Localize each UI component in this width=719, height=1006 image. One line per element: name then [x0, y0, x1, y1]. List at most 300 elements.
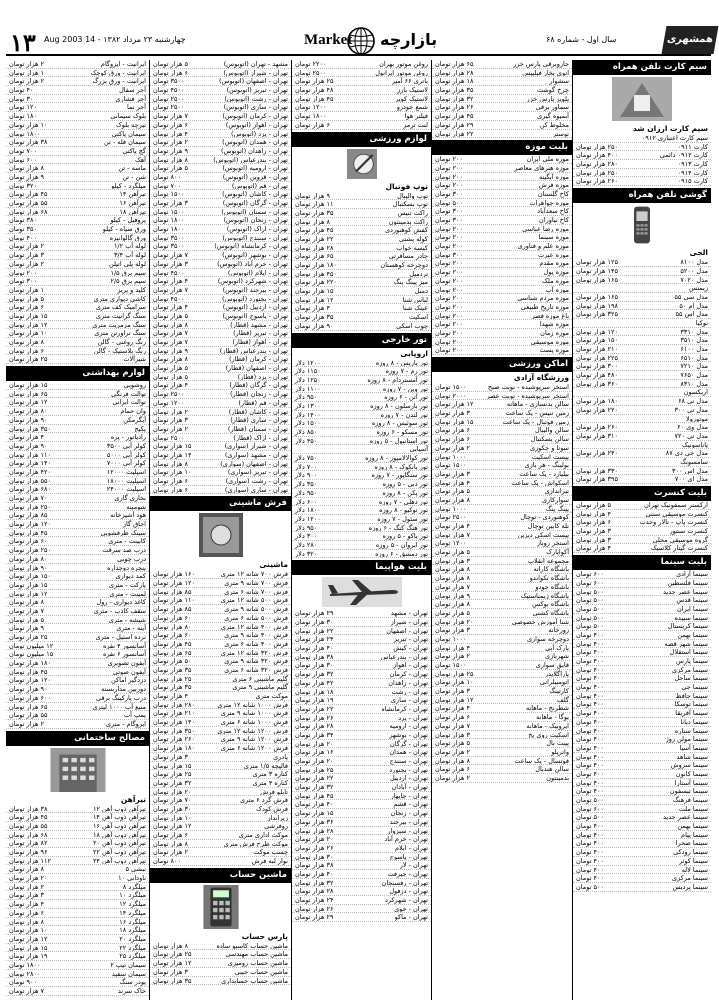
price-row [6, 407, 149, 416]
price-row [573, 475, 711, 484]
item-price: ۱۵۰ هزار تومان [576, 336, 618, 345]
item-price: ۱۱۲ هزار تومان [9, 856, 51, 865]
price-row [432, 722, 572, 731]
item-price: ۳۵ هزار تومان [295, 313, 334, 322]
item-price: ۳۰ هزار تومان [295, 618, 334, 626]
item-price: ۳ هزار تومان [153, 259, 188, 268]
price-row [6, 251, 149, 260]
item-name: سینما شهر قصه [664, 639, 708, 648]
price-row [6, 857, 149, 866]
price-row [6, 581, 149, 590]
price-row [292, 644, 431, 653]
item-name: تیرچه بلوک [115, 120, 146, 129]
item-name: مدل سی ۵۵ [674, 292, 708, 301]
price-row [432, 346, 572, 355]
item-price: ۶۰ هزار تومان [9, 537, 48, 546]
price-row [150, 130, 291, 139]
price-row [432, 618, 572, 627]
item-price: ۳۲۵ هزار تومان [576, 310, 618, 319]
item-name: تابلو فرش [260, 787, 288, 796]
item-price: ۲۸ هزار تومان [295, 722, 334, 731]
item-price: ۲ هزار تومان [153, 138, 188, 147]
item-name: تهران - شیراز (سواری) [224, 442, 288, 450]
item-price: ۲۰ هزار تومان [153, 787, 192, 796]
item-price: ۳ هزار تومان [153, 752, 188, 761]
price-section [573, 555, 711, 891]
item-price: ۵ هزار تومان [435, 739, 470, 748]
price-row [6, 711, 149, 720]
item-price: ۱۵۰ هزار تومان [9, 572, 51, 581]
price-row [432, 583, 572, 592]
item-name: سنگ گرانیت متری [95, 311, 146, 320]
price-row [150, 701, 291, 710]
price-row [573, 727, 711, 736]
price-row [432, 251, 572, 260]
item-name: تهران - اراک (قطار) [233, 433, 288, 442]
price-row [573, 536, 711, 545]
item-name: کولر آبی ۷۰۰۰ [106, 459, 146, 467]
price-row [6, 822, 149, 831]
price-row [150, 399, 291, 408]
price-row [432, 103, 572, 112]
price-row [432, 731, 572, 740]
item-name: ایروبیک - ماهانه [526, 721, 569, 730]
price-row [292, 393, 431, 402]
item-name: سینما بهمن [677, 822, 708, 830]
item-name: سینما مرکزی [671, 874, 708, 882]
item-price: ۴ هزار تومان [9, 900, 44, 909]
item-name: اسکیت روی یخ [528, 730, 569, 739]
item-name: تهران - زنجان [390, 809, 428, 817]
item-price: ۶۰۰ دلار [295, 497, 318, 506]
item-price: ۲۶ هزار تومان [435, 103, 474, 112]
price-row [6, 442, 149, 451]
price-row [292, 411, 431, 420]
item-price: ۲۰۰ تومان [435, 302, 463, 311]
price-row [573, 874, 711, 883]
item-price: ۱۲ هزار تومان [9, 589, 48, 598]
item-name: کارت ۰۹۱۲ دائمی [659, 151, 708, 160]
price-row [292, 722, 431, 731]
item-price: ۲۵۰۰ تومان [295, 68, 327, 77]
item-name: تهران - یزد (اتوبوس) [231, 129, 288, 138]
price-row [292, 226, 431, 235]
item-price: ۸ هزار تومان [9, 865, 44, 874]
item-name: سیم برق ۱/۵ [110, 268, 146, 277]
item-name: درب ضد سرقت [102, 546, 146, 554]
item-name: موزه مردم شناسی [517, 294, 569, 302]
price-row [573, 735, 711, 744]
item-price: ۴۰۰ تومان [576, 665, 604, 674]
item-name: روغن موتور ایرانول [375, 68, 428, 77]
item-name: فرش ۳۲۰ شانه ۹ متری [224, 657, 288, 665]
item-name: سینما کوثر [678, 856, 708, 865]
item-price: ۵ هزار تومان [153, 364, 188, 373]
item-price: ۴۰ هزار تومان [295, 644, 334, 653]
item-name: میلگرد ۱۲ [119, 900, 146, 908]
item-name: تهران - ایلام [395, 843, 428, 852]
price-row [150, 840, 291, 849]
item-name: دزدگیر اماکن [111, 676, 146, 685]
item-name: تهران - ساری (قطار) [230, 416, 288, 424]
item-price: ۳ هزار تومان [153, 199, 188, 207]
item-name: تهران - سنندج [389, 757, 428, 765]
item-price: ۱۵ هزار تومان [9, 311, 48, 320]
item-price: ۱۸۰ هزار تومان [295, 261, 337, 269]
item-name: پادری [273, 752, 288, 761]
price-row [292, 121, 431, 130]
item-name: تهران - مشهد (سواری) [224, 450, 288, 459]
item-name: استخر سرپوشیده - نوبت عصر [486, 391, 569, 400]
price-row [6, 451, 149, 460]
price-column-c3 [292, 60, 432, 1000]
item-name: لاستیک بارز [396, 86, 428, 94]
item-price: ۴ هزار تومان [153, 277, 188, 286]
item-price: ۱۲۰۰ تومان [153, 398, 185, 407]
item-name: میلگرد ۱۰ [119, 891, 146, 900]
item-price: ۱۵ هزار تومان [295, 287, 334, 296]
item-name: تهران - شیراز [390, 618, 428, 626]
price-row [573, 683, 711, 692]
price-row [292, 653, 431, 662]
price-row [292, 376, 431, 385]
item-name: تور وین - ۷ روزه [382, 384, 428, 393]
item-name: تهران - اردبیل (اتوبوس) [222, 303, 288, 311]
item-price: ۳۴ هزار تومان [295, 730, 334, 739]
item-name: درب پارکینگ برقی [96, 693, 146, 702]
price-row [150, 649, 291, 658]
item-price: ۱ هزار تومان [9, 285, 44, 294]
item-name: تهران - یزد [398, 713, 428, 722]
item-price: ۴۲۰ هزار تومان [9, 467, 51, 476]
price-row [573, 406, 711, 415]
price-row [432, 513, 572, 522]
item-price: ۲۲ هزار تومان [295, 234, 334, 243]
price-row [432, 644, 572, 653]
price-row [292, 515, 431, 524]
item-name: پودر سنگ [119, 978, 146, 986]
price-row [6, 900, 149, 909]
item-price: ۷ هزار تومان [153, 112, 188, 121]
item-name: آیفون تصویری [107, 659, 146, 667]
item-name: شمع خودرو [396, 103, 428, 112]
price-row [6, 987, 149, 996]
price-row [6, 555, 149, 564]
price-row [150, 762, 291, 771]
price-row [573, 813, 711, 822]
price-row [292, 524, 431, 533]
item-price: ۳۵ هزار تومان [295, 208, 334, 217]
price-row [432, 69, 572, 78]
item-price: ۲ هزار تومان [153, 848, 188, 857]
price-row [573, 605, 711, 614]
item-price: ۶۰۰ تومان [576, 804, 604, 813]
price-row [6, 260, 149, 269]
item-price: ۲۵۰۰ تومان [153, 433, 185, 442]
price-row [6, 848, 149, 857]
price-row [150, 103, 291, 112]
price-section [6, 60, 149, 364]
item-name: زورخانه [548, 626, 569, 634]
item-name: مدل جی دی ۸۷ [665, 449, 708, 457]
price-row [292, 454, 431, 463]
price-section [292, 132, 431, 331]
item-name: تهران - اصفهان (قطار) [225, 364, 288, 372]
item-price: ۳۸ هزار تومان [295, 652, 334, 661]
price-row [292, 200, 431, 209]
item-price: ۶ هزار تومان [153, 831, 188, 839]
item-name: پروفیل - کیلو [110, 216, 146, 225]
item-name: تهران - خوی [394, 904, 428, 913]
price-row [6, 416, 149, 425]
price-row [150, 579, 291, 588]
item-name: پاراگلایدر [544, 669, 569, 678]
item-price: ۱۰ هزار تومان [153, 468, 192, 477]
section-header: مصالح ساختمانی [6, 731, 149, 746]
item-price: ۴۰۰ تومان [576, 848, 604, 857]
item-price: ۱۸ هزار تومان [295, 687, 334, 696]
price-row [150, 156, 291, 165]
price-row [6, 650, 149, 659]
item-price: ۲۴ هزار تومان [295, 896, 334, 904]
price-row [150, 86, 291, 95]
item-price: ۸ هزار تومان [9, 164, 44, 173]
price-row [573, 588, 711, 597]
price-row [292, 112, 431, 121]
item-name: آیفون صوتی [112, 667, 146, 676]
item-price: ۱۱۰۰ دلار [295, 384, 321, 393]
item-name: کارت ۰۹۱۳ [677, 160, 708, 168]
item-price: ۸۰ هزار تومان [153, 622, 192, 631]
price-row [432, 626, 572, 635]
price-row [6, 909, 149, 918]
item-price: ۶ هزار تومان [9, 303, 44, 312]
price-row [432, 522, 572, 531]
price-row [6, 676, 149, 685]
item-price: ۱۲۰ هزار تومان [9, 676, 51, 685]
item-name: شیشه - متری [108, 615, 146, 624]
item-name: تور رم - ۷ روزه [385, 367, 428, 375]
item-name: میلگرد ۱۶ [119, 917, 146, 926]
item-name: موزه پول [543, 268, 569, 276]
item-price: ۲۰۰ تومان [435, 285, 463, 294]
price-row [432, 155, 572, 164]
item-name: کاخ گلستان [537, 189, 569, 198]
item-price: ۲۰۰ تومان [435, 155, 463, 164]
price-row [432, 95, 572, 104]
item-price: ۱۵۰۰ تومان [435, 461, 467, 470]
item-price: ۲۲ هزار تومان [295, 704, 334, 713]
price-section [432, 357, 572, 783]
item-price: ۱۲۰ هزار تومان [153, 579, 195, 588]
item-price: ۴۵ هزار تومان [9, 813, 48, 822]
price-row [292, 696, 431, 705]
item-name: تهران - یاسوج [389, 852, 428, 861]
item-price: ۲۰۰ تومان [435, 172, 463, 181]
item-price: ۱۸۰ هزار تومان [9, 659, 51, 668]
price-row [573, 423, 711, 432]
item-name: موزه رضا عباسی [522, 224, 569, 233]
price-row [150, 442, 291, 451]
item-name: ایزوگام - متری [105, 719, 146, 728]
item-price: ۴۵ هزار تومان [295, 94, 334, 103]
price-row [6, 60, 149, 69]
item-name: آسانسور ۴ نفره [102, 641, 146, 650]
item-price [576, 441, 580, 449]
price-row [573, 458, 711, 467]
item-name: تور مسکو - ۶ روزه [376, 428, 428, 436]
item-price: ۸ هزار تومان [295, 217, 330, 226]
item-price: ۳۲ هزار تومان [295, 670, 334, 679]
price-row [292, 385, 431, 394]
price-row [573, 432, 711, 441]
price-row [292, 783, 431, 792]
price-row [573, 883, 711, 892]
price-row [573, 143, 711, 152]
item-price: ۶۵ هزار تومان [9, 389, 48, 398]
price-row [432, 470, 572, 479]
item-name: کاخ سعدآباد [537, 207, 569, 215]
item-name: تور پکن - ۸ روزه [382, 488, 428, 497]
item-name: کارت ۰۹۱۴ [677, 168, 708, 177]
building-picture [50, 748, 106, 792]
price-row [150, 355, 291, 364]
item-name: آجر فشاری [115, 94, 146, 103]
section-header: بلیت موزه [432, 140, 572, 155]
item-price: ۶ هزار تومان [435, 765, 470, 774]
item-price: ۲۵۰۰ تومان [435, 513, 467, 522]
item-price: ۳ هزار تومان [153, 416, 188, 425]
price-row [432, 242, 572, 251]
item-name: سینما ساحل [674, 674, 708, 683]
price-row [432, 453, 572, 462]
item-price: ۹ هزار تومان [435, 591, 470, 600]
item-price: ۱۵۰۰ دلار [295, 419, 321, 428]
item-name: کارت ۰۹۱۱ [677, 142, 708, 151]
item-name: تهران - شهرکرد (اتوبوس) [217, 277, 288, 285]
item-name: توالت ایرانی [112, 398, 146, 407]
item-name: سالن بسکتبال [530, 435, 569, 443]
item-name: هود آشپزخانه [110, 511, 146, 520]
price-row [432, 609, 572, 618]
item-name: نرده استیل - متری [95, 633, 146, 641]
price-row [150, 657, 291, 666]
price-row [573, 866, 711, 875]
item-name: نوکیا [695, 318, 708, 327]
item-price: ۵ هزار تومان [153, 372, 188, 381]
item-price: ۲۲۰ هزار تومان [295, 278, 337, 287]
item-price: ۲۰ هزار تومان [295, 739, 334, 748]
item-price: ۱۱۰ هزار تومان [9, 450, 51, 459]
price-row [150, 164, 291, 173]
item-name: فوتسال - یک ساعت [514, 756, 569, 765]
item-name: تهران - بیرجند (اتوبوس) [222, 285, 288, 294]
price-row [6, 69, 149, 78]
item-name: چوب اسکی [396, 321, 428, 330]
item-price: ۵۵ هزار تومان [9, 199, 48, 207]
price-row [573, 467, 711, 476]
price-row [150, 942, 291, 951]
price-row [432, 190, 572, 199]
price-row [6, 329, 149, 338]
item-name: موکت متری [255, 692, 288, 700]
item-price: ۳۸ هزار تومان [9, 804, 48, 813]
section-header: فرش ماشینی [150, 496, 291, 511]
price-row [150, 779, 291, 788]
item-name: تور دبی - ۵ روزه [382, 480, 428, 488]
price-row [150, 623, 291, 632]
item-name: اتوی بخار فیلیپس [522, 68, 569, 77]
item-price: ۵ هزار تومان [153, 60, 188, 68]
item-name: روفرشی [264, 822, 288, 830]
price-row [432, 86, 572, 95]
item-name: راکت تنیس [397, 208, 428, 217]
item-price: ۹۰ هزار تومان [9, 685, 48, 694]
item-name: سنگ تراورتن متری [94, 329, 146, 337]
item-price: ۴۰۰ تومان [576, 778, 604, 787]
item-name: تهران - گرگان (قطار) [229, 381, 288, 390]
item-price: ۱۲۰۰ دلار [295, 514, 321, 523]
item-name: فرش ۱۰۰۰ شانه ۹ متری [220, 709, 288, 718]
price-row [150, 138, 291, 147]
item-name: سیمان تیپ ۲ [110, 960, 146, 969]
price-row [573, 302, 711, 311]
item-name: تهران - خرم آباد (اتوبوس) [217, 259, 288, 268]
section-title: بازارچه [380, 30, 438, 49]
item-name: سینما آستارا [674, 778, 708, 787]
item-price: ۲۸۰ هزار تومان [576, 160, 618, 169]
item-name: موزه ملی ایران [526, 155, 569, 163]
price-row [292, 550, 431, 559]
section-subheader: توپ فوتبال [385, 181, 428, 191]
item-name: کنسرت گیتار کلاسیک [650, 544, 708, 553]
item-name: مدل اس ۵۵ [675, 310, 708, 318]
item-name: سینما صحرا [675, 839, 708, 848]
item-price: ۲۹ هزار تومان [295, 609, 334, 618]
price-row [292, 445, 431, 454]
item-name: مدل اس ۳۰۰ [672, 466, 708, 475]
item-price: ۲۲۰ هزار تومان [576, 405, 618, 414]
item-price: ۱۲ میلیون تومان [9, 641, 54, 650]
item-price: ۲۵ هزار تومان [153, 674, 192, 683]
price-row [432, 670, 572, 679]
price-row [573, 570, 711, 579]
item-price: ۲۸ هزار تومان [295, 887, 334, 896]
item-price: ۲۸۰ هزار تومان [153, 700, 195, 709]
item-price: ۸ هزار تومان [9, 917, 44, 926]
item-price: ۴۰۰ تومان [576, 865, 604, 874]
item-price: ۶۰۰ تومان [9, 155, 37, 164]
item-name: شهربازی [544, 652, 569, 660]
price-row [573, 362, 711, 371]
item-price: ۸ هزار تومان [153, 839, 188, 848]
item-name: سینما ایران [677, 604, 708, 613]
item-name: تهران - بجنورد (اتوبوس) [221, 294, 288, 303]
item-price: ۳۲ هزار تومان [153, 778, 192, 787]
item-name: تهران - کرمانشاه (اتوبوس) [214, 242, 288, 251]
item-price: ۲۵ هزار تومان [9, 633, 48, 641]
item-name: تور آتن - ۶ روزه [384, 393, 428, 401]
price-row [150, 295, 291, 304]
item-price: ۲ هزار تومان [9, 242, 44, 251]
item-price: ۷ هزار تومان [153, 338, 188, 346]
price-row [573, 700, 711, 709]
item-name: سینک ظرفشویی [100, 528, 146, 537]
item-price: ۲۰۰ تومان [435, 163, 463, 172]
item-price: ۷۰ هزار تومان [9, 494, 48, 502]
price-row [6, 156, 149, 165]
price-row [573, 770, 711, 779]
